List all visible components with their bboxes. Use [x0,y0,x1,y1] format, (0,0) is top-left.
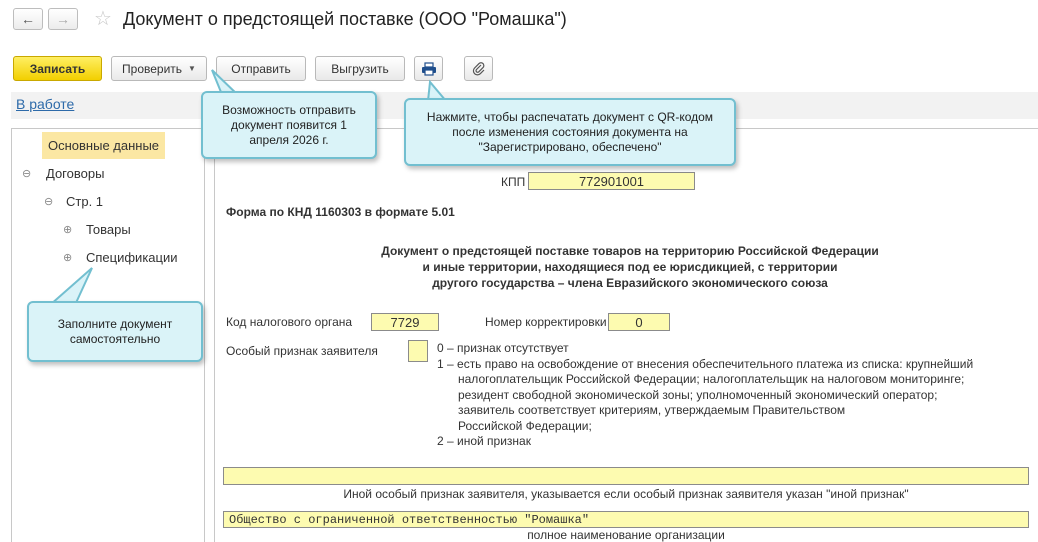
special-sign-label: Особый признак заявителя [226,344,378,358]
expand-icon[interactable]: ⊕ [63,224,73,236]
correction-number-field[interactable]: 0 [608,313,670,331]
knd-form-title: Форма по КНД 1160303 в формате 5.01 [226,205,455,219]
option-text: заявитель соответствует критериям, утверждаемым Правительством [458,403,846,417]
kpp-field[interactable]: 772901001 [528,172,695,190]
arrow-right-icon: → [56,11,70,27]
sidebar-item-specifications[interactable]: Спецификации [86,250,178,265]
collapse-icon[interactable]: ⊖ [44,196,54,208]
callout-text: Возможность отправить документ появится 1 апреля 2026 г. [222,102,356,147]
send-button[interactable]: Отправить [216,56,306,81]
option-text: 0 – признак отсутствует [437,341,569,355]
document-heading-line: и иные территории, находящиеся под ее юрисдикцией, с территории [422,260,838,274]
tax-authority-code-label: Код налогового органа [226,315,353,329]
callout-text: Нажмите, чтобы распечатать документ с QR-кодом после изменения состояния документа на "Зарегистрировано, обеспечено" [426,109,714,154]
expand-icon[interactable]: ⊕ [63,252,73,264]
option-text: Российской Федерации; [458,418,592,433]
check-button-label: Проверить [122,61,183,76]
correction-number-label: Номер корректировки [485,315,607,329]
fill-hint-callout [27,301,203,362]
tax-authority-code-field[interactable]: 7729 [371,313,439,331]
sidebar-item-main-data[interactable]: Основные данные [42,132,165,159]
option-text: 1 – есть право на освобождение от внесения обеспечительного платежа из списка: крупнейший [437,356,974,371]
export-button[interactable]: Выгрузить [315,56,405,81]
send-availability-callout [201,91,377,159]
organization-name-caption: полное наименование организации [527,528,725,542]
arrow-left-icon: ← [21,11,35,27]
collapse-icon[interactable]: ⊖ [22,168,32,180]
save-button[interactable]: Записать [13,56,102,81]
option-text: налогоплательщик Российской Федерации; налогоплательщик на налоговом мониторинге; [458,372,965,386]
print-hint-callout [404,98,736,166]
chevron-down-icon: ▼ [188,64,196,73]
document-heading-line: другого государства – члена Евразийского экономического союза [432,276,828,290]
kpp-label: КПП [501,175,526,189]
other-special-sign-caption: Иной особый признак заявителя, указывается если особый признак заявителя указан "иной признак" [343,487,909,501]
sidebar-item-contracts[interactable]: Договоры [46,166,105,181]
option-text: резидент свободной экономической зоны; уполномоченный экономический оператор; [458,387,938,402]
option-text: 2 – иной признак [437,434,531,448]
sidebar-item-page-1[interactable]: Стр. 1 [66,194,104,209]
organization-name-field[interactable]: Общество с ограниченной ответственностью "Ромашка" [223,511,1029,528]
status-link[interactable]: В работе [16,96,75,112]
sidebar-item-goods[interactable]: Товары [86,222,131,237]
favorite-star-icon[interactable]: ☆ [94,8,112,30]
window-title: Документ о предстоящей поставке (ООО "Ромашка") [123,9,567,29]
document-heading-line: Документ о предстоящей поставке товаров на территорию Российской Федерации [381,244,879,258]
callout-text: Заполните документ самостоятельно [57,316,173,346]
